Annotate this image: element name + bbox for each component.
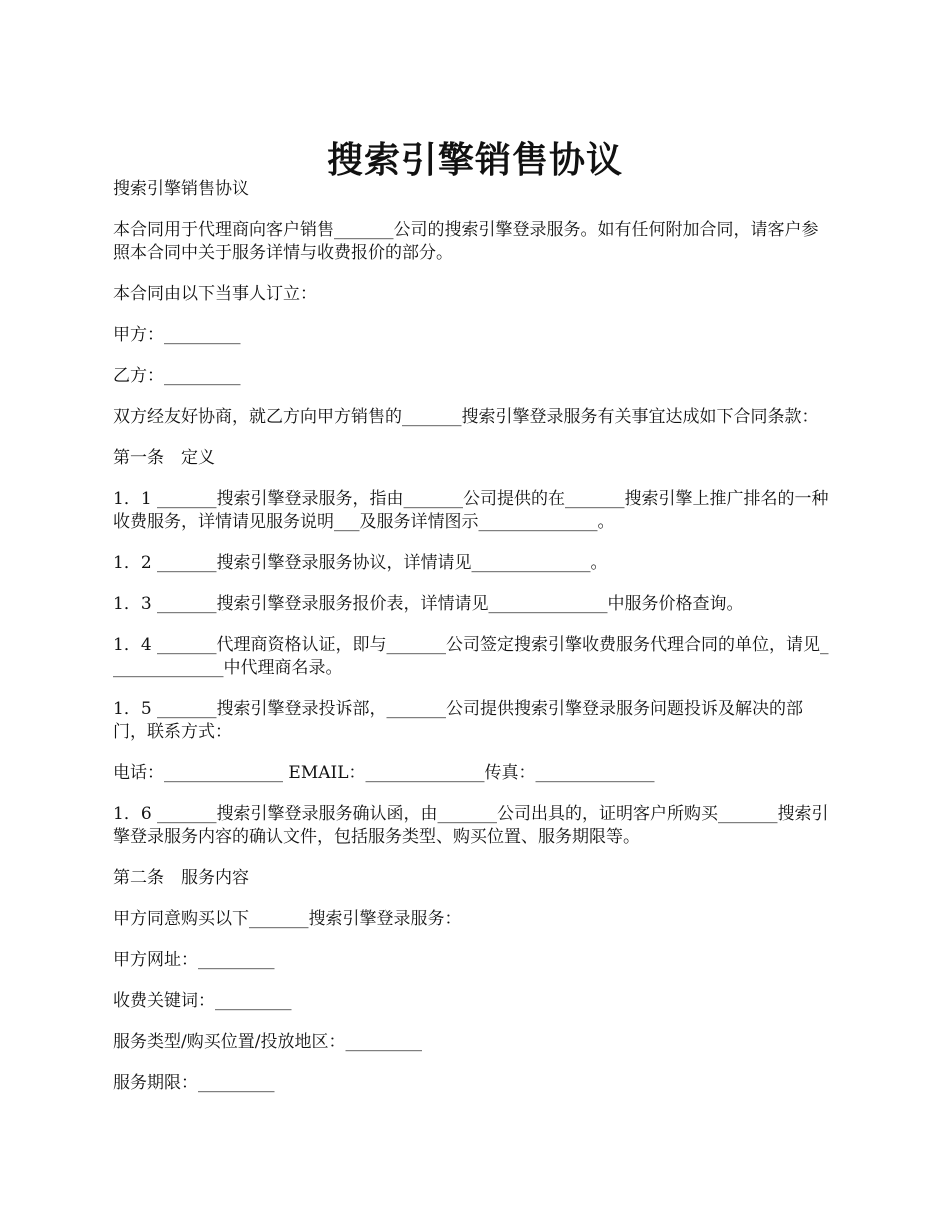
contact-line: 电话：______________ EMAIL：______________传真：______________ — [113, 763, 655, 783]
clause-1-6: 1．6 _______搜索引擎登录服务确认函，由_______公司出具的，证明客户所购买_______搜索引擎登录服务内容的确认文件，包括服务类型、购买位置、服务期限等。 — [113, 804, 829, 847]
clause-1-3: 1．3 _______搜索引擎登录服务报价表，详情请见______________中服务价格查询。 — [113, 594, 744, 614]
article-1-heading: 第一条 定义 — [113, 448, 215, 468]
parties-heading: 本合同由以下当事人订立： — [113, 284, 317, 304]
clause-1-4: 1．4 _______代理商资格认证，即与_______公司签定搜索引擎收费服务代理合同的单位，请见______________中代理商名录。 — [113, 635, 829, 678]
document-title: 搜索引擎销售协议 — [326, 139, 623, 182]
agreement-preamble: 双方经友好协商，就乙方向甲方销售的_______搜索引擎登录服务有关事宜达成如下合同条款： — [113, 407, 819, 427]
subtitle-line: 搜索引擎销售协议 — [113, 179, 249, 199]
intro-paragraph: 本合同用于代理商向客户销售_______公司的搜索引擎登录服务。如有任何附加合同，请客户参照本合同中关于服务详情与收费报价的部分。 — [113, 220, 819, 263]
clause-1-2: 1．2 _______搜索引擎登录服务协议，详情请见______________。 — [113, 553, 608, 573]
party-a-line: 甲方：_________ — [113, 325, 241, 345]
service-type-line: 服务类型/购买位置/投放地区：_________ — [113, 1032, 422, 1052]
keyword-line: 收费关键词：_________ — [113, 991, 292, 1011]
purchase-statement: 甲方同意购买以下_______搜索引擎登录服务： — [113, 909, 462, 929]
article-2-heading: 第二条 服务内容 — [113, 868, 249, 888]
service-period-line: 服务期限：_________ — [113, 1073, 275, 1093]
document-body — [113, 178, 835, 1113]
clause-1-1: 1．1 _______搜索引擎登录服务，指由_______公司提供的在_______搜索引擎上推广排名的一种收费服务，详情请见服务说明___及服务详情图示______________。 — [113, 489, 829, 532]
party-b-line: 乙方：_________ — [113, 366, 241, 386]
website-line: 甲方网址：_________ — [113, 950, 275, 970]
clause-1-5: 1．5 _______搜索引擎登录投诉部，_______公司提供搜索引擎登录服务问题投诉及解决的部门，联系方式： — [113, 699, 804, 742]
